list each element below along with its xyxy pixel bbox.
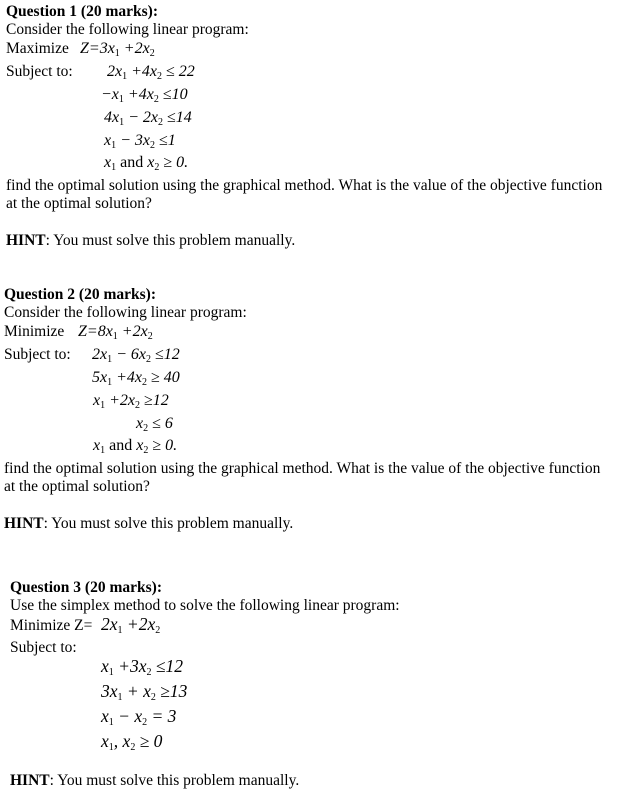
q1-subject-label: Subject to: xyxy=(6,63,73,80)
q2-heading: Question 2 (20 marks): xyxy=(4,286,156,303)
q2-question-line-2: at the optimal solution? xyxy=(4,478,150,495)
q3-heading: Question 3 (20 marks): xyxy=(10,579,162,596)
q1-heading: Question 1 (20 marks): xyxy=(6,3,158,20)
q2-constraint-3: $x_1 +2x_2 \ge 12$ xyxy=(93,392,169,411)
q2-constraint-1: $2x_1 - 6x_2 \le 12$ xyxy=(92,346,180,365)
q1-constraint-1: $2x_1 +4x_2 \le 22$ xyxy=(107,63,195,82)
q1-question-line-2: at the optimal solution? xyxy=(6,195,152,212)
q1-hint: HINT: You must solve this problem manually. xyxy=(6,232,296,249)
q2-objective-label: Minimize xyxy=(4,323,65,340)
q2-nonnegativity: $x_1$ and $x_2 \ge 0$. xyxy=(93,437,178,456)
q1-constraint-3: $4x_1 - 2x_2 \le 14$ xyxy=(104,109,192,128)
q1-intro: Consider the following linear program: xyxy=(6,21,249,38)
q3-constraint-3: $x_1 - x_2 = 3$ xyxy=(101,706,177,728)
q2-constraint-4: $x_2 \le 6$ xyxy=(136,415,173,434)
q3-constraint-2: $3x_1 + x_2 \ge 13$ xyxy=(101,681,188,703)
q3-objective-label: Minimize Z= xyxy=(10,617,93,634)
q2-objective: $Z=8x_1 +2x_2$ xyxy=(78,323,153,342)
q2-subject-label: Subject to: xyxy=(4,346,71,363)
q2-hint: HINT: You must solve this problem manually. xyxy=(4,515,294,532)
q1-objective-label: Maximize xyxy=(6,40,69,57)
q1-question-line-1: find the optimal solution using the graphical method. What is the value of the objective function xyxy=(6,177,603,194)
q2-question-line-1: find the optimal solution using the graphical method. What is the value of the objective function xyxy=(4,460,601,477)
q1-objective: $Z=3x_1 +2x_2$ xyxy=(80,40,155,59)
q3-nonnegativity: $x_1$, $x_2 \ge 0$ xyxy=(101,731,163,753)
q3-hint: HINT: You must solve this problem manually. xyxy=(10,772,300,789)
q1-constraint-4: $x_1 - 3x_2 \le 1$ xyxy=(104,132,176,151)
q1-nonnegativity: $x_1$ and $x_2 \ge 0$. xyxy=(104,154,189,173)
q3-intro: Use the simplex method to solve the following linear program: xyxy=(10,597,400,614)
q3-constraint-1: $x_1 +3x_2 \le 12$ xyxy=(101,656,183,678)
q2-constraint-2: $5x_1 +4x_2 \ge 40$ xyxy=(92,369,180,388)
q1-constraint-2: $-x_1 +4x_2 \le 10$ xyxy=(101,86,188,105)
q3-objective: $2x_1 +2x_2$ xyxy=(101,614,161,636)
q3-subject-label: Subject to: xyxy=(10,639,77,656)
q2-intro: Consider the following linear program: xyxy=(4,304,247,321)
